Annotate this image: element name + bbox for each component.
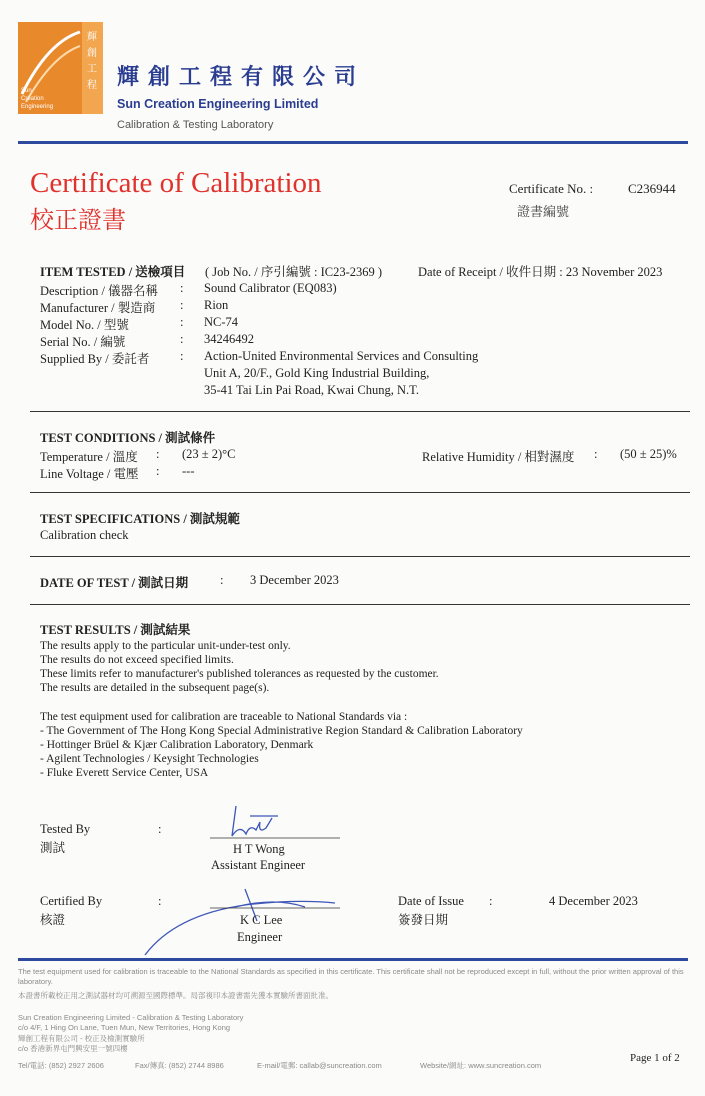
traceability-intro: The test equipment used for calibration are traceable to National Standards via : (40, 711, 408, 723)
serial-value: 34246492 (204, 332, 254, 346)
tester-signature (200, 798, 350, 848)
colon: : (180, 298, 184, 312)
certificate-no-value: C236944 (628, 181, 676, 196)
certificate-no-label: Certificate No. : (509, 181, 594, 196)
footer-email: E-mail/電郵: callab@suncreation.com (257, 1061, 382, 1070)
svg-text:程: 程 (87, 80, 97, 91)
certificate-title: Certificate of Calibration (30, 167, 322, 199)
footer-disclaimer-zh: 本證書所載校正用之測試器材均可溯源至國際標準。局部複印本證書需先獲本實驗所書面批准。 (18, 991, 333, 1000)
company-name-zh: 輝創工程有限公司 (117, 64, 366, 89)
certified-by-label-zh: 核證 (40, 913, 66, 927)
traceability-item: - Hottinger Brüel & Kjær Calibration Laboratory, Denmark (40, 739, 314, 751)
result-line: These limits refer to manufacturer's published tolerances as requested by the customer. (40, 668, 439, 680)
certificate-title-zh: 校正證書 (30, 208, 126, 234)
humidity-label: Relative Humidity / 相對濕度 (422, 450, 575, 464)
colon: : (180, 349, 184, 363)
colon: : (158, 894, 162, 908)
section-divider (30, 411, 690, 412)
footer-disclaimer: The test equipment used for calibration is traceable to the National Standards as specified in this certificate. This certificate shall not be reproduced except in full, without the prior written approval of this laboratory. (18, 967, 684, 986)
job-number: ( Job No. / 序引編號 : IC23-2369 ) (205, 265, 383, 279)
footer-tel: Tel/電話: (852) 2927 2606 (18, 1061, 104, 1070)
test-specifications-heading: TEST SPECIFICATIONS / 測試規範 (40, 512, 240, 526)
colon: : (489, 894, 493, 908)
supplied-by-label: Supplied By / 委託者 (40, 352, 150, 366)
colon: : (158, 822, 162, 836)
traceability-item: - Agilent Technologies / Keysight Technologies (40, 753, 259, 765)
test-results-heading: TEST RESULTS / 測試結果 (40, 623, 191, 637)
footer-address: Sun Creation Engineering Limited - Calibration & Testing Laboratory (18, 1013, 244, 1022)
date-of-test-heading: DATE OF TEST / 測試日期 (40, 576, 189, 590)
footer-divider (18, 958, 688, 961)
svg-text:Creation: Creation (21, 96, 44, 102)
svg-text:輝: 輝 (87, 32, 97, 43)
result-line: The results apply to the particular unit-under-test only. (40, 640, 291, 652)
voltage-label: Line Voltage / 電壓 (40, 467, 139, 481)
certifier-name: K C Lee (240, 913, 283, 927)
test-conditions-heading: TEST CONDITIONS / 測試條件 (40, 431, 216, 445)
temperature-label: Temperature / 溫度 (40, 450, 138, 464)
header-divider (18, 141, 688, 144)
result-line: The results do not exceed specified limits. (40, 654, 234, 666)
tested-by-label-zh: 測試 (40, 841, 66, 855)
footer-fax: Fax/傳真: (852) 2744 8986 (135, 1061, 224, 1070)
company-name-en: Sun Creation Engineering Limited (117, 97, 319, 111)
footer-address: c/o 4/F, 1 Hing On Lane, Tuen Mun, New Territories, Hong Kong (18, 1023, 231, 1032)
company-logo (18, 22, 103, 114)
colon: : (220, 573, 224, 587)
certified-by-label: Certified By (40, 894, 103, 908)
voltage-value: --- (182, 464, 195, 478)
colon: : (156, 464, 160, 478)
tester-name: H T Wong (233, 842, 285, 856)
section-divider (30, 604, 690, 605)
model-label: Model No. / 型號 (40, 318, 129, 332)
section-divider (30, 492, 690, 493)
model-value: NC-74 (204, 315, 239, 329)
traceability-item: - The Government of The Hong Kong Special Administrative Region Standard & Calibration Laboratory (40, 725, 523, 737)
manufacturer-value: Rion (204, 298, 229, 312)
date-of-test-value: 3 December 2023 (250, 573, 339, 587)
date-of-issue-label: Date of Issue (398, 894, 464, 908)
date-of-issue-value: 4 December 2023 (549, 894, 638, 908)
supplied-by-value: Action-United Environmental Services and Consulting (204, 349, 479, 363)
footer-website: Website/網址: www.suncreation.com (420, 1061, 542, 1070)
result-line: The results are detailed in the subsequent page(s). (40, 682, 270, 694)
description-value: Sound Calibrator (EQ083) (204, 281, 337, 295)
address-line-2: 35-41 Tai Lin Pai Road, Kwai Chung, N.T. (204, 383, 419, 397)
footer-address: 輝創工程有限公司 - 校正及檢測實驗所 (18, 1034, 145, 1043)
colon: : (180, 315, 184, 329)
lab-name: Calibration & Testing Laboratory (117, 119, 274, 131)
section-divider (30, 556, 690, 557)
certificate-no-label-zh: 證書編號 (517, 204, 570, 219)
date-of-receipt: Date of Receipt / 收件日期 : 23 November 2023 (418, 265, 663, 279)
svg-text:Engineering: Engineering (21, 104, 54, 110)
serial-label: Serial No. / 編號 (40, 335, 126, 349)
colon: : (180, 332, 184, 346)
humidity-value: (50 ± 25)% (620, 447, 677, 461)
svg-text:Sun: Sun (21, 88, 32, 94)
page-number: Page 1 of 2 (630, 1052, 680, 1064)
certifier-title: Engineer (237, 930, 283, 944)
temperature-value: (23 ± 2)°C (182, 447, 236, 461)
manufacturer-label: Manufacturer / 製造商 (40, 301, 156, 315)
date-of-issue-label-zh: 簽發日期 (398, 913, 449, 927)
colon: : (156, 447, 160, 461)
tester-title: Assistant Engineer (211, 858, 306, 872)
description-label: Description / 儀器名稱 (40, 284, 159, 298)
svg-text:工: 工 (87, 64, 97, 75)
colon: : (180, 281, 184, 295)
tested-by-label: Tested By (40, 822, 91, 836)
traceability-item: - Fluke Everett Service Center, USA (40, 767, 209, 779)
item-tested-heading: ITEM TESTED / 送檢項目 (40, 265, 186, 279)
svg-text:創: 創 (87, 48, 97, 59)
test-specifications-value: Calibration check (40, 528, 129, 542)
footer-address: c/o 香港新界屯門興安里一號四樓 (18, 1044, 128, 1053)
colon: : (594, 447, 598, 461)
address-line-1: Unit A, 20/F., Gold King Industrial Building, (204, 366, 430, 380)
logo-graphic (18, 22, 103, 114)
